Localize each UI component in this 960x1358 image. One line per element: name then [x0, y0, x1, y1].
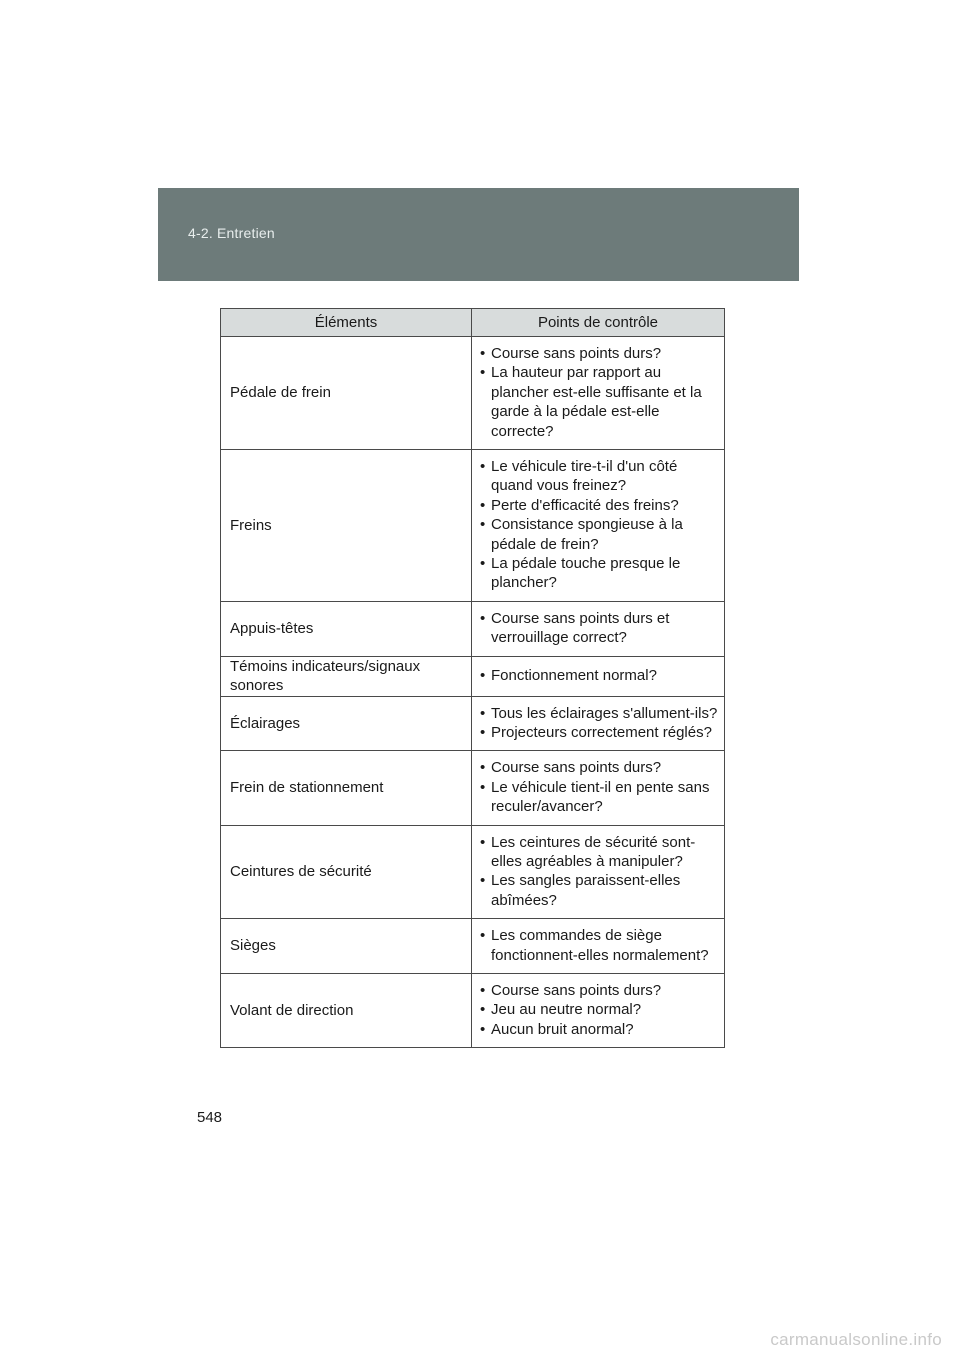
table-row [221, 973, 725, 1047]
item-cell: Ceintures de sécurité [221, 825, 472, 919]
checkpoint-item: • La pédale touche presque le plancher? [478, 554, 724, 593]
item-cell: Volant de direction [221, 973, 472, 1047]
item-cell: Frein de stationnement [221, 751, 472, 825]
item-cell: Freins [221, 450, 472, 602]
item-cell: Sièges [221, 919, 472, 974]
header-band [158, 188, 799, 281]
column-header-checkpoints: Points de contrôle [472, 309, 725, 337]
table-row [221, 450, 725, 602]
checkpoint-item: • Les commandes de siège fonctionnent-elles normalement? [478, 926, 724, 965]
checkpoints-cell [472, 337, 725, 450]
section-title: 4-2. Entretien [188, 225, 275, 241]
checkpoints-cell [472, 825, 725, 919]
item-cell: Éclairages [221, 696, 472, 751]
checkpoint-item: • Course sans points durs? [478, 981, 724, 1000]
checkpoints-cell [472, 751, 725, 825]
table-row [221, 825, 725, 919]
item-cell: Pédale de frein [221, 337, 472, 450]
checkpoints-cell [472, 696, 725, 751]
checkpoints-cell [472, 919, 725, 974]
checkpoint-item: • Jeu au neutre normal? [478, 1000, 724, 1019]
checkpoint-item: • La hauteur par rapport au plancher est-elle suffisante et la garde à la pédale est-elle correcte? [478, 363, 724, 441]
column-header-items: Éléments [221, 309, 472, 337]
checkpoint-item: • Les ceintures de sécurité sont- elles agréables à manipuler? [478, 833, 724, 872]
checkpoints-cell [472, 656, 725, 696]
checkpoint-item: • Course sans points durs? [478, 758, 724, 777]
checkpoint-item: • Le véhicule tire-t-il d'un côté quand vous freinez? [478, 457, 724, 496]
table-row [221, 751, 725, 825]
table-row [221, 656, 725, 696]
checkpoint-item: • Aucun bruit anormal? [478, 1020, 724, 1039]
table-header-row [221, 309, 725, 337]
item-cell: Appuis-têtes [221, 601, 472, 656]
checkpoints-cell [472, 450, 725, 602]
table-row [221, 696, 725, 751]
checkpoint-item: • Course sans points durs et verrouillage correct? [478, 609, 724, 648]
inspection-table [220, 308, 725, 1048]
table-row [221, 919, 725, 974]
checkpoint-item: • Les sangles paraissent-elles abîmées? [478, 871, 724, 910]
checkpoints-cell [472, 973, 725, 1047]
item-cell: Témoins indicateurs/signaux sonores [221, 656, 472, 696]
page-number: 548 [197, 1109, 223, 1126]
checkpoint-item: • Le véhicule tient-il en pente sans reculer/avancer? [478, 778, 724, 817]
checkpoints-cell [472, 601, 725, 656]
checkpoint-item: • Course sans points durs? [478, 344, 724, 363]
checkpoint-item: • Fonctionnement normal? [478, 666, 724, 685]
checkpoint-item: • Consistance spongieuse à la pédale de frein? [478, 515, 724, 554]
watermark: carmanualsonline.info [770, 1330, 942, 1349]
checkpoint-item: • Perte d'efficacité des freins? [478, 496, 724, 515]
table-row [221, 601, 725, 656]
checkpoint-item: • Projecteurs correctement réglés? [478, 723, 724, 742]
table-row [221, 337, 725, 450]
checkpoint-item: • Tous les éclairages s'allument-ils? [478, 704, 724, 723]
